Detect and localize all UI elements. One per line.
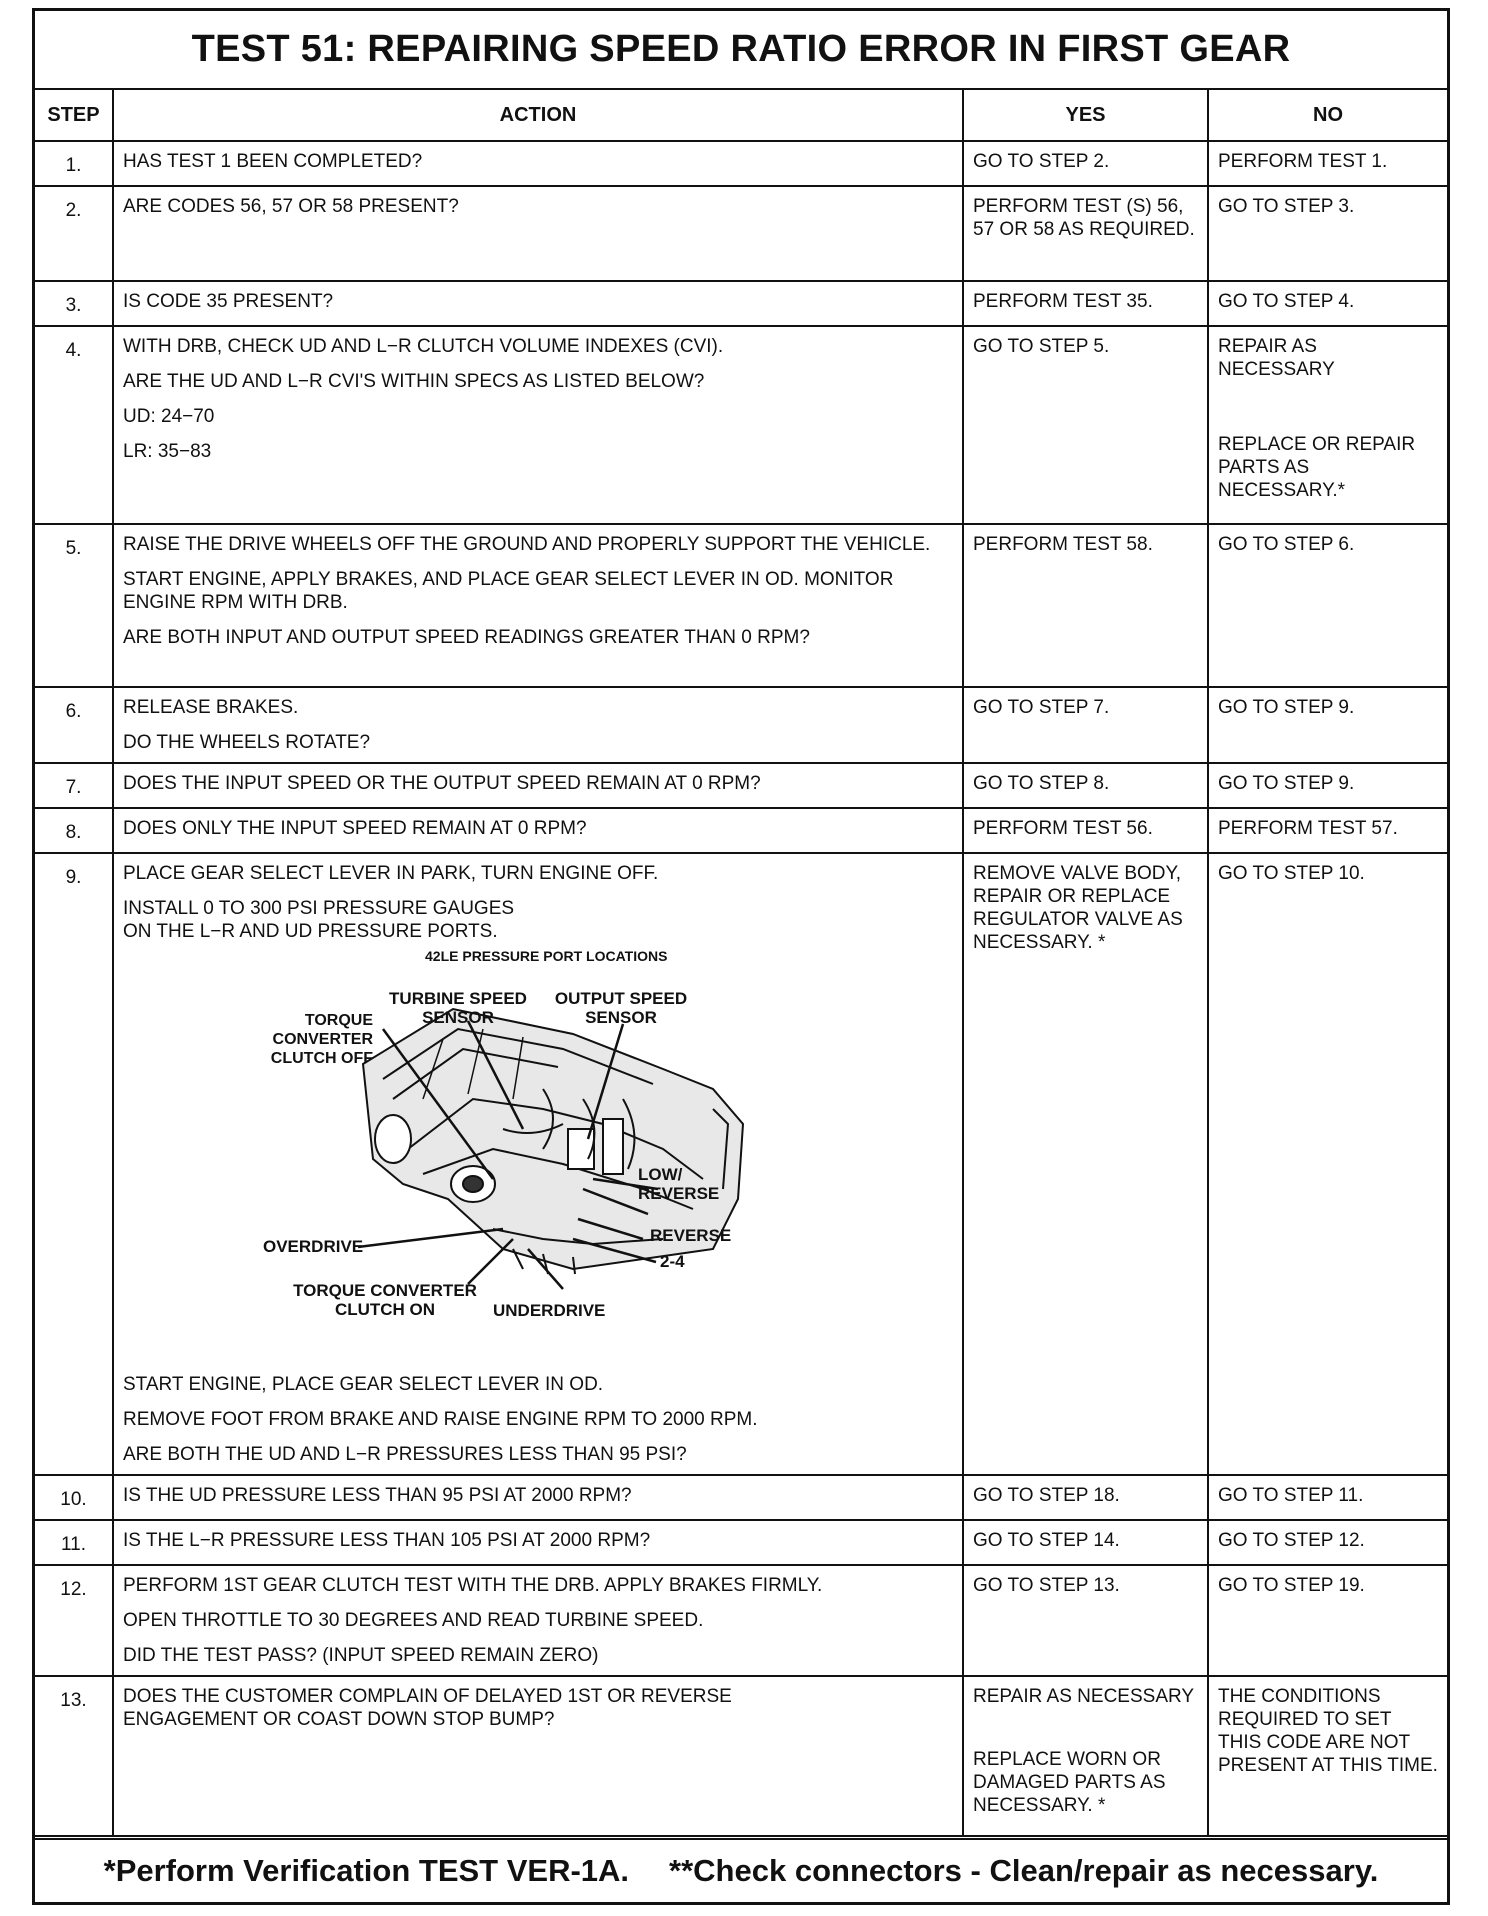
action-text: DO THE WHEELS ROTATE?: [123, 732, 371, 753]
no-cell: [1208, 326, 1447, 524]
table-row: [35, 141, 1447, 186]
action-text: IS THE UD PRESSURE LESS THAN 95 PSI AT 2000 RPM?: [123, 1485, 632, 1506]
action-cell: [113, 808, 963, 853]
action-text: INSTALL 0 TO 300 PSI PRESSURE GAUGES ON THE L−R AND UD PRESSURE PORTS.: [123, 898, 515, 942]
step-number: 7.: [35, 763, 113, 808]
reverse-label: REVERSE: [650, 1226, 732, 1245]
no-cell: GO TO STEP 9.: [1208, 687, 1447, 763]
table-row: [35, 853, 1447, 1475]
test-sheet: [32, 8, 1450, 1905]
action-text: DID THE TEST PASS? (INPUT SPEED REMAIN ZERO): [123, 1645, 599, 1666]
table-row: [35, 524, 1447, 687]
step-number: 12.: [35, 1565, 113, 1676]
footer-connectors-note: **Check connectors - Clean/repair as necessary.: [669, 1853, 1379, 1888]
spec-ud: UD: 24−70: [123, 406, 215, 427]
action-text: ARE BOTH THE UD AND L−R PRESSURES LESS THAN 95 PSI?: [123, 1444, 687, 1465]
yes-text: REPAIR AS NECESSARY: [973, 1686, 1195, 1707]
step-number: 13.: [35, 1676, 113, 1836]
table-row: [35, 1520, 1447, 1565]
step-number: 4.: [35, 326, 113, 524]
yes-text: REPLACE WORN OR DAMAGED PARTS AS NECESSARY. *: [973, 1749, 1166, 1816]
action-cell: [113, 853, 963, 1475]
pressure-port-diagram: [243, 949, 773, 1359]
action-cell: [113, 281, 963, 326]
action-text: REMOVE FOOT FROM BRAKE AND RAISE ENGINE RPM TO 2000 RPM.: [123, 1409, 758, 1430]
yes-cell: PERFORM TEST 58.: [963, 524, 1208, 687]
no-cell: GO TO STEP 19.: [1208, 1565, 1447, 1676]
step-number: 5.: [35, 524, 113, 687]
no-cell: GO TO STEP 3.: [1208, 186, 1447, 281]
yes-cell: GO TO STEP 14.: [963, 1520, 1208, 1565]
action-cell: [113, 1520, 963, 1565]
header-yes: YES: [963, 90, 1208, 141]
action-text: START ENGINE, APPLY BRAKES, AND PLACE GEAR SELECT LEVER IN OD. MONITOR ENGINE RPM WITH DRB.: [123, 569, 894, 613]
table-row: [35, 326, 1447, 524]
table-row: [35, 186, 1447, 281]
action-text: RAISE THE DRIVE WHEELS OFF THE GROUND AND PROPERLY SUPPORT THE VEHICLE.: [123, 534, 931, 555]
action-text: PLACE GEAR SELECT LEVER IN PARK, TURN ENGINE OFF.: [123, 863, 659, 884]
action-cell: [113, 687, 963, 763]
no-cell: GO TO STEP 6.: [1208, 524, 1447, 687]
step-number: 9.: [35, 853, 113, 1475]
action-text: IS THE L−R PRESSURE LESS THAN 105 PSI AT 2000 RPM?: [123, 1530, 651, 1551]
action-text: RELEASE BRAKES.: [123, 697, 299, 718]
action-cell: [113, 186, 963, 281]
table-row: [35, 1565, 1447, 1676]
no-cell: GO TO STEP 9.: [1208, 763, 1447, 808]
diagram-title: 42LE PRESSURE PORT LOCATIONS: [425, 948, 668, 964]
overdrive-label: OVERDRIVE: [263, 1237, 364, 1256]
yes-cell: GO TO STEP 18.: [963, 1475, 1208, 1520]
yes-cell: REMOVE VALVE BODY, REPAIR OR REPLACE REGULATOR VALVE AS NECESSARY. *: [963, 853, 1208, 1475]
step-number: 2.: [35, 186, 113, 281]
action-text: IS CODE 35 PRESENT?: [123, 291, 334, 312]
action-text: DOES THE CUSTOMER COMPLAIN OF DELAYED 1ST OR REVERSE ENGAGEMENT OR COAST DOWN STOP BUMP?: [123, 1686, 732, 1730]
output-speed-sensor-label: OUTPUT SPEED SENSOR: [554, 989, 688, 1027]
action-text: ARE CODES 56, 57 OR 58 PRESENT?: [123, 196, 459, 217]
action-cell: [113, 763, 963, 808]
table-row: [35, 1676, 1447, 1836]
action-text: DOES ONLY THE INPUT SPEED REMAIN AT 0 RPM?: [123, 818, 587, 839]
step-number: 1.: [35, 141, 113, 186]
step-number: 10.: [35, 1475, 113, 1520]
low-reverse-label: LOW/ REVERSE: [638, 1165, 720, 1203]
underdrive-label: UNDERDRIVE: [493, 1301, 606, 1320]
step-number: 11.: [35, 1520, 113, 1565]
action-cell: [113, 141, 963, 186]
action-text: START ENGINE, PLACE GEAR SELECT LEVER IN OD.: [123, 1374, 604, 1395]
yes-cell: GO TO STEP 2.: [963, 141, 1208, 186]
action-text: HAS TEST 1 BEEN COMPLETED?: [123, 151, 423, 172]
no-cell: PERFORM TEST 57.: [1208, 808, 1447, 853]
yes-cell: GO TO STEP 13.: [963, 1565, 1208, 1676]
action-text: WITH DRB, CHECK UD AND L−R CLUTCH VOLUME INDEXES (CVI).: [123, 336, 724, 357]
no-cell: GO TO STEP 11.: [1208, 1475, 1447, 1520]
yes-cell: PERFORM TEST (S) 56, 57 OR 58 AS REQUIRED.: [963, 186, 1208, 281]
action-text: DOES THE INPUT SPEED OR THE OUTPUT SPEED REMAIN AT 0 RPM?: [123, 773, 761, 794]
spec-lr: LR: 35−83: [123, 441, 212, 462]
no-text: REPAIR AS NECESSARY: [1218, 336, 1335, 380]
table-row: [35, 687, 1447, 763]
tcc-off-label: TORQUE CONVERTER CLUTCH OFF: [270, 1012, 373, 1067]
yes-cell: PERFORM TEST 56.: [963, 808, 1208, 853]
action-text: PERFORM 1ST GEAR CLUTCH TEST WITH THE DRB. APPLY BRAKES FIRMLY.: [123, 1575, 823, 1596]
table-row: [35, 808, 1447, 853]
step-number: 6.: [35, 687, 113, 763]
action-text: ARE THE UD AND L−R CVI'S WITHIN SPECS AS LISTED BELOW?: [123, 371, 705, 392]
no-text: REPLACE OR REPAIR PARTS AS NECESSARY.*: [1218, 434, 1416, 501]
action-cell: [113, 1676, 963, 1836]
no-cell: THE CONDITIONS REQUIRED TO SET THIS CODE ARE NOT PRESENT AT THIS TIME.: [1208, 1676, 1447, 1836]
yes-cell: PERFORM TEST 35.: [963, 281, 1208, 326]
page-title: TEST 51: REPAIRING SPEED RATIO ERROR IN FIRST GEAR: [35, 11, 1447, 90]
yes-cell: GO TO STEP 7.: [963, 687, 1208, 763]
step-number: 8.: [35, 808, 113, 853]
step-number: 3.: [35, 281, 113, 326]
diagnostic-table: [35, 90, 1447, 1837]
no-cell: GO TO STEP 4.: [1208, 281, 1447, 326]
action-cell: [113, 1565, 963, 1676]
footer-verification-note: *Perform Verification TEST VER-1A.: [103, 1853, 630, 1888]
action-cell: [113, 1475, 963, 1520]
yes-cell: GO TO STEP 5.: [963, 326, 1208, 524]
action-text: ARE BOTH INPUT AND OUTPUT SPEED READINGS GREATER THAN 0 RPM?: [123, 627, 810, 648]
no-cell: GO TO STEP 12.: [1208, 1520, 1447, 1565]
no-cell: GO TO STEP 10.: [1208, 853, 1447, 1475]
header-step: STEP: [35, 90, 113, 141]
action-cell: [113, 524, 963, 687]
table-row: [35, 1475, 1447, 1520]
no-cell: PERFORM TEST 1.: [1208, 141, 1447, 186]
turbine-speed-sensor-label: TURBINE SPEED SENSOR: [389, 989, 527, 1027]
header-row: [35, 90, 1447, 141]
header-action: ACTION: [113, 90, 963, 141]
tcc-on-label: TORQUE CONVERTER CLUTCH ON: [293, 1281, 477, 1319]
yes-cell: [963, 1676, 1208, 1836]
action-text: OPEN THROTTLE TO 30 DEGREES AND READ TURBINE SPEED.: [123, 1610, 704, 1631]
table-row: [35, 281, 1447, 326]
yes-cell: GO TO STEP 8.: [963, 763, 1208, 808]
table-row: [35, 763, 1447, 808]
footer-notes: [35, 1838, 1447, 1902]
header-no: NO: [1208, 90, 1447, 141]
action-cell: [113, 326, 963, 524]
two-four-label: 2-4: [660, 1252, 685, 1271]
